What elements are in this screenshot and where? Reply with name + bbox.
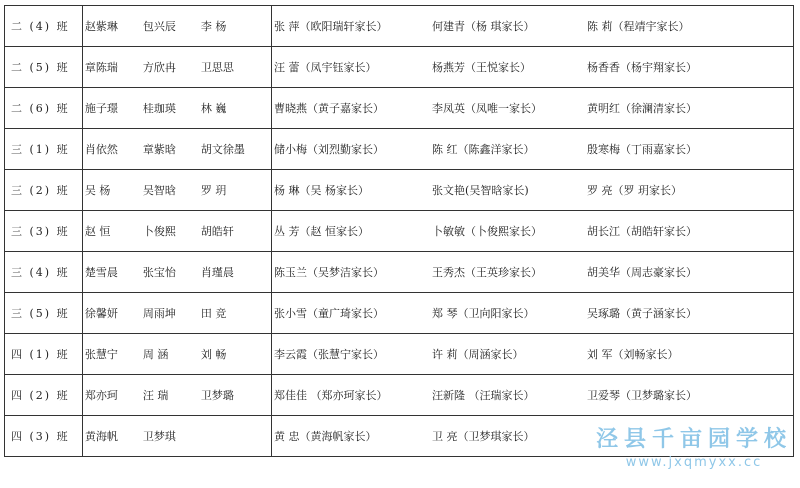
parent-entry: 汪 蕾（凤宇钰家长） (274, 61, 377, 74)
student-name: 肖依然 (84, 143, 118, 156)
parent-entry: 杨 琳（吴 杨家长） (274, 184, 370, 197)
parents-cell (272, 88, 794, 129)
parent-entry: 储小梅（刘烈勤家长） (274, 143, 385, 156)
parent-entry: 李凤英（凤唯一家长） (432, 102, 543, 115)
student-name: 楚雪晨 (84, 266, 118, 279)
table-row (5, 47, 794, 88)
class-cell: 二 (4) 班 (5, 6, 83, 47)
student-name: 方欣冉 (142, 61, 176, 74)
table-row (5, 170, 794, 211)
class-cell: 四 (1) 班 (5, 334, 83, 375)
parent-entry: 杨燕芳（王悦家长） (432, 61, 532, 74)
class-cell: 三 (5) 班 (5, 293, 83, 334)
student-name: 罗 玥 (200, 184, 227, 197)
student-name: 吴 杨 (84, 184, 111, 197)
student-name: 胡皓轩 (200, 225, 234, 238)
table-row (5, 375, 794, 416)
parent-entry: 张小雪（童广琦家长） (274, 307, 385, 320)
class-cell: 四 (2) 班 (5, 375, 83, 416)
class-representatives-table-wrapper (4, 5, 794, 457)
student-name: 张慧宁 (84, 348, 118, 361)
table-row (5, 293, 794, 334)
student-name: 周 涵 (142, 348, 169, 361)
parent-entry: 罗 亮（罗 玥家长） (587, 184, 683, 197)
table-row (5, 252, 794, 293)
watermark-url: www.jxqmyxx.cc (625, 455, 763, 470)
student-name: 肖瑾晨 (200, 266, 234, 279)
parents-cell (272, 6, 794, 47)
students-cell (82, 88, 271, 129)
students-cell (82, 416, 271, 457)
parents-cell (272, 47, 794, 88)
students-cell (82, 375, 271, 416)
students-cell (82, 47, 271, 88)
parent-entry: 张文艳(吴智晗家长) (432, 184, 529, 197)
parents-cell (272, 293, 794, 334)
parent-entry: 胡美华（周志豪家长） (587, 266, 698, 279)
student-name: 汪 瑞 (142, 389, 169, 402)
student-name: 赵紫琳 (84, 20, 118, 33)
parents-cell (272, 211, 794, 252)
students-cell (82, 6, 271, 47)
parent-entry: 陈 红（陈鑫洋家长） (432, 143, 535, 156)
parent-entry: 刘 军（刘畅家长） (587, 348, 679, 361)
student-name: 周雨坤 (142, 307, 176, 320)
school-watermark (596, 422, 792, 470)
parent-entry: 卜敏敏（卜俊熙家长） (432, 225, 543, 238)
parents-cell (272, 129, 794, 170)
parent-entry: 汪新隆 （汪瑞家长） (432, 389, 535, 402)
student-name: 卜俊熙 (142, 225, 176, 238)
table-row (5, 88, 794, 129)
table-body (5, 6, 794, 457)
student-name: 黄海帆 (84, 430, 118, 443)
class-cell: 二 (5) 班 (5, 47, 83, 88)
student-name: 李 杨 (200, 20, 227, 33)
student-name: 赵 恒 (84, 225, 111, 238)
class-cell: 三 (2) 班 (5, 170, 83, 211)
class-cell: 三 (1) 班 (5, 129, 83, 170)
student-name: 张宝怡 (142, 266, 176, 279)
student-name: 施子璟 (84, 102, 118, 115)
parent-entry: 胡长江（胡皓轩家长） (587, 225, 698, 238)
parent-entry: 卫 亮（卫梦琪家长） (432, 430, 535, 443)
parents-cell (272, 334, 794, 375)
students-cell (82, 170, 271, 211)
student-name: 吴智晗 (142, 184, 176, 197)
student-name: 田 竞 (200, 307, 227, 320)
table-row (5, 6, 794, 47)
parent-entry: 陈 莉（程靖宇家长） (587, 20, 690, 33)
watermark-title: 泾县千亩园学校 (595, 427, 792, 452)
student-name: 胡文徐墨 (200, 143, 245, 156)
students-cell (82, 334, 271, 375)
parent-entry: 丛 芳（赵 恒家长） (274, 225, 370, 238)
parent-entry: 何建青（杨 琪家长） (432, 20, 535, 33)
parent-entry: 王秀杰（王英珍家长） (432, 266, 543, 279)
parent-entry: 曹晓燕（黄子嘉家长） (274, 102, 385, 115)
student-name: 卫思思 (200, 61, 234, 74)
student-name: 桂珈瑛 (142, 102, 176, 115)
students-cell (82, 211, 271, 252)
class-cell: 三 (4) 班 (5, 252, 83, 293)
parents-cell (272, 375, 794, 416)
student-name: 徐馨妍 (84, 307, 118, 320)
table-row (5, 211, 794, 252)
student-name: 卫梦琪 (142, 430, 176, 443)
student-name: 包兴辰 (142, 20, 176, 33)
student-name: 林 巍 (200, 102, 227, 115)
parent-entry: 殷寒梅（丁雨嘉家长） (587, 143, 698, 156)
parent-entry: 许 莉（周涵家长） (432, 348, 524, 361)
parent-entry: 张 萍（欧阳瑞轩家长） (274, 20, 388, 33)
student-name: 刘 畅 (200, 348, 227, 361)
students-cell (82, 129, 271, 170)
parents-cell (272, 252, 794, 293)
parent-entry: 郑 琴（卫向阳家长） (432, 307, 535, 320)
students-cell (82, 293, 271, 334)
student-name: 卫梦璐 (200, 389, 234, 402)
parent-entry: 陈玉兰（吴梦洁家长） (274, 266, 385, 279)
table-row (5, 334, 794, 375)
student-name: 章紫晗 (142, 143, 176, 156)
class-cell: 二 (6) 班 (5, 88, 83, 129)
parent-entry: 黄明红（徐澜清家长） (587, 102, 698, 115)
parent-entry: 杨香香（杨宇翔家长） (587, 61, 698, 74)
parent-entry: 李云霞（张慧宁家长） (274, 348, 385, 361)
class-cell: 四 (3) 班 (5, 416, 83, 457)
parent-entry: 吴琢璐（黄子涵家长） (587, 307, 698, 320)
parent-entry: 郑佳佳 （郑亦珂家长） (274, 389, 388, 402)
table-row (5, 129, 794, 170)
student-name: 郑亦珂 (84, 389, 118, 402)
parents-cell (272, 170, 794, 211)
parent-entry: 黄 忠（黄海帆家长） (274, 430, 377, 443)
student-name: 章陈瑞 (84, 61, 118, 74)
parent-entry: 卫爱琴（卫梦璐家长） (587, 389, 698, 402)
class-cell: 三 (3) 班 (5, 211, 83, 252)
students-cell (82, 252, 271, 293)
class-representatives-table (4, 5, 794, 457)
